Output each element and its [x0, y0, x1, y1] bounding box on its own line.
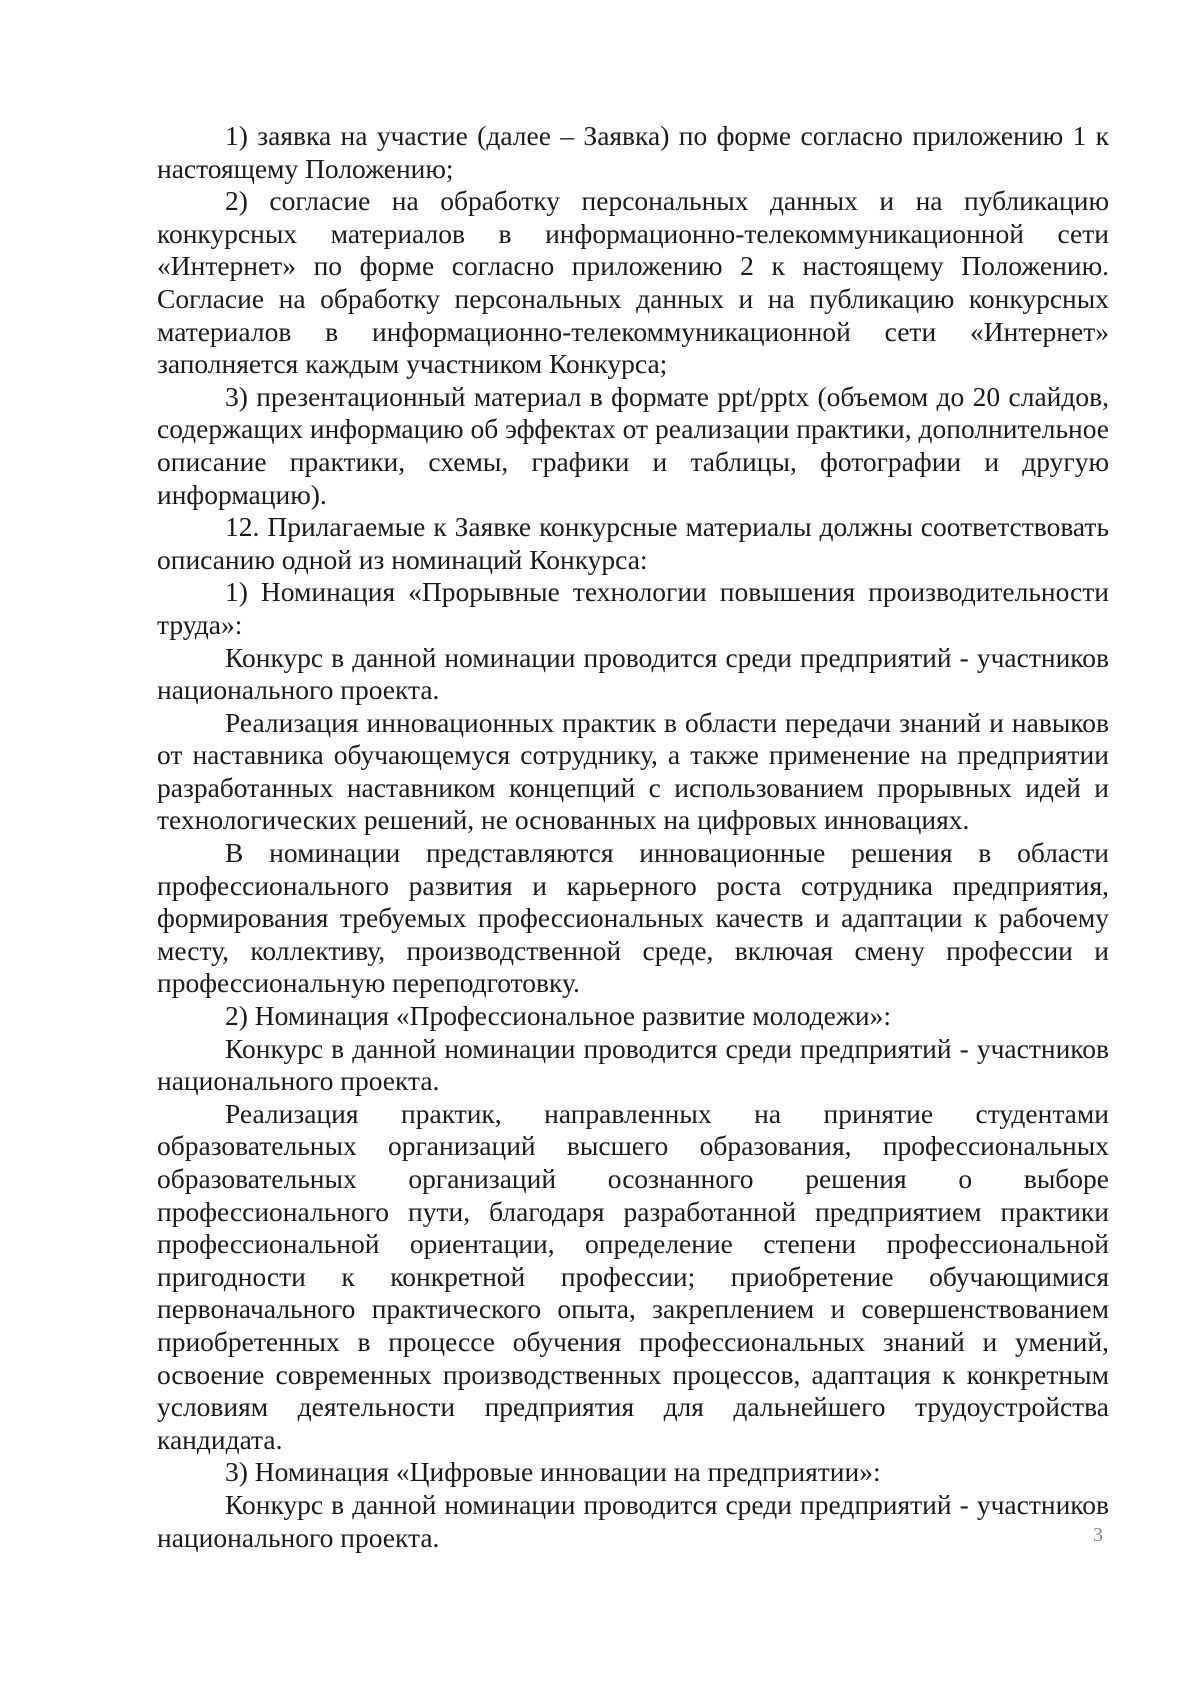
paragraph-application-form: 1) заявка на участие (далее – Заявка) по форме согласно приложению 1 к настоящему Положению;	[157, 120, 1109, 184]
document-body	[157, 120, 1109, 1554]
paragraph-presentation-material: 3) презентационный материал в формате ppt/pptx (объемом до 20 слайдов, содержащих информацию об эффектах от реализации практики, дополнительное описание практики, схемы, графики и таблицы, фотографии и другую информацию).	[157, 380, 1109, 510]
paragraph-nomination-3-participants: Конкурс в данной номинации проводится среди предприятий - участников национального проекта.	[157, 1488, 1109, 1553]
paragraph-nomination-2-participants: Конкурс в данной номинации проводится среди предприятий - участников национального проекта.	[157, 1032, 1109, 1097]
page-number: 3	[1093, 1524, 1103, 1546]
paragraph-nomination-1-description: Реализация инновационных практик в области передачи знаний и навыков от наставника обучающемуся сотруднику, а также применение на предприятии разработанных наставником концепций с использованием прорывных идей и технологических решений, не основанных на цифровых инновациях.	[157, 706, 1109, 836]
paragraph-nomination-2-heading: 2) Номинация «Профессиональное развитие молодежи»:	[225, 1000, 891, 1032]
paragraph-clause-12: 12. Прилагаемые к Заявке конкурсные материалы должны соответствовать описанию одной из номинаций Конкурса:	[157, 511, 1109, 575]
paragraph-nomination-1-solutions: В номинации представляются инновационные решения в области профессионального развития и карьерного роста сотрудника предприятия, формирования требуемых профессиональных качеств и адаптации к рабочему месту, коллективу, производственной среде, включая смену профессии и профессиональную переподготовку.	[157, 837, 1109, 999]
paragraph-data-consent: 2) согласие на обработку персональных данных и на публикацию конкурсных материалов в информационно-телекоммуникационной сети «Интернет» по форме согласно приложению 2 к настоящему Положению. Согласие на обработку персональных данных и на публикацию конкурсных материалов в информационно-телекоммуникационной сети «Интернет» заполняется каждым участником Конкурса;	[157, 185, 1109, 380]
paragraph-nomination-3-heading: 3) Номинация «Цифровые инновации на предприятии»:	[225, 1456, 881, 1488]
paragraph-nomination-1-heading: 1) Номинация «Прорывные технологии повышения производительности труда»:	[157, 576, 1109, 640]
paragraph-nomination-2-description: Реализация практик, направленных на принятие студентами образовательных организаций высшего образования, профессиональных образовательных организаций осознанного решения о выборе профессионального пути, благодаря разработанной предприятием практики профессиональной ориентации, определение степени профессиональной пригодности к конкретной профессии; приобретение обучающимися первоначального практического опыта, закреплением и совершенствованием приобретенных в процессе обучения профессиональных знаний и умений, освоение современных производственных процессов, адаптация к конкретным условиям деятельности предприятия для дальнейшего трудоустройства кандидата.	[157, 1097, 1109, 1455]
paragraph-nomination-1-participants: Конкурс в данной номинации проводится среди предприятий - участников национального проекта.	[157, 641, 1109, 706]
